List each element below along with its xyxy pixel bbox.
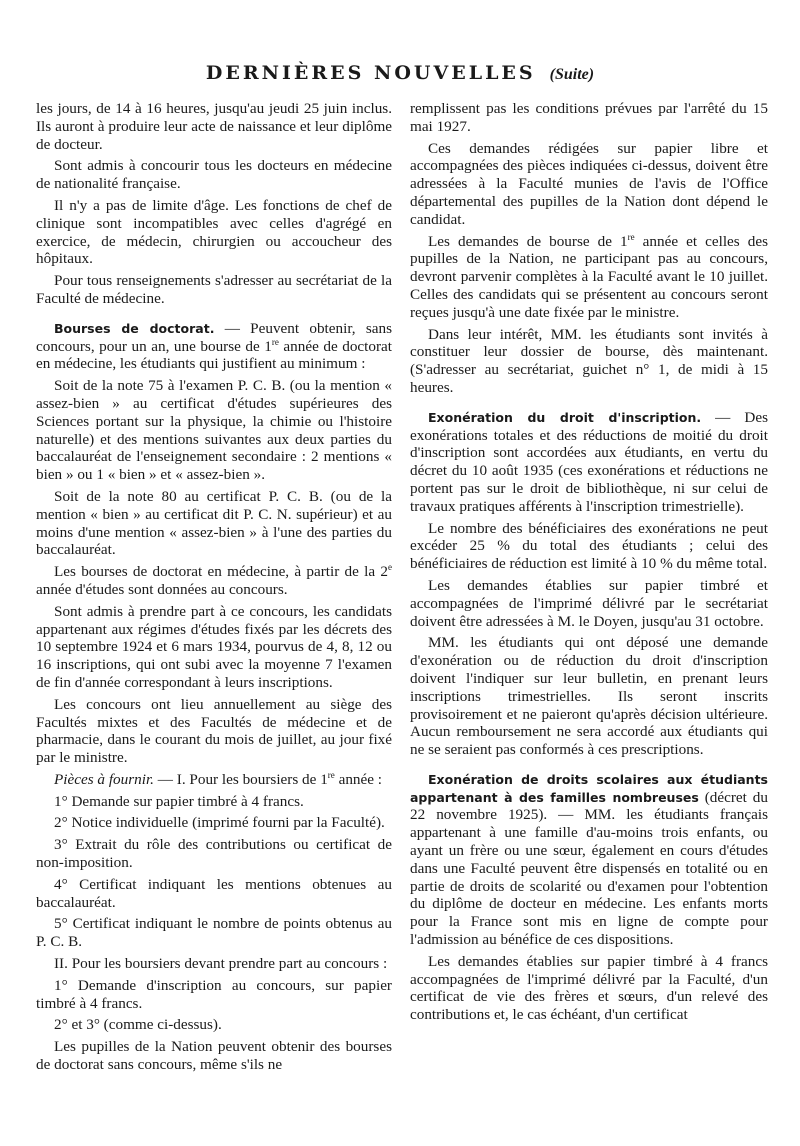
header-title: DERNIÈRES NOUVELLES [205, 62, 536, 84]
paragraph: Pour tous renseignements s'adresser au secrétariat de la Faculté de médecine. [36, 272, 392, 307]
familles-paragraph: Exonération de droits scolaires aux étudiants appartenant à des familles nombreuses (décret du 22 novembre 1925). — MM. les étudiants français appartenant à une famille d'au-moins trois enfants, ou ayant un frère ou une sœur, également en cours d'études dans une Faculté peuvent être dispensés en totalité ou en partie de droits de scolarité ou d'examen pour l'obtention du diplôme de docteur en médecine. Les enfants morts pour la France sont mis en ligne de compte pour l'admission au bénéfice de ces dispositions. [410, 771, 768, 949]
pieces-label: Pièces à fournir. [54, 770, 154, 788]
paragraph: Les demandes établies sur papier timbré et accompagnées de l'imprimé délivré par le secrétariat doivent être adressées à M. le Doyen, jusqu'au 31 octobre. [410, 576, 768, 630]
list-item: 3° Extrait du rôle des contributions ou certificat de non-imposition. [36, 836, 392, 872]
paragraph: MM. les étudiants qui ont déposé une demande d'exonération ou de réduction du droit d'inscription doivent l'indiquer sur leur bulletin, en prenant leurs inscriptions trimestrielles. Ils seront inscrits provisoirement et ne paieront qu'après décision ultérieure. Aucun remboursement ne sera accordé aux étudiants qui ne se seraient pas conformés à ces prescriptions. [410, 634, 768, 759]
paragraph: Les concours ont lieu annuellement au siège des Facultés mixtes et des Facultés de médecine et de pharmacie, dans le courant du mois de juillet, au jour fixé par le ministre. [36, 695, 392, 767]
paragraph: Dans leur intérêt, MM. les étudiants sont invités à constituer leur dossier de bourse, dès maintenant. (S'adresser au secrétariat, guichet n° 1, de midi à 15 heures. [410, 325, 768, 396]
section-heading-exoneration: Exonération du droit d'inscription. [428, 409, 702, 425]
page-header [0, 58, 800, 90]
paragraph: Soit de la note 75 à l'examen P. C. B. (ou la mention « assez-bien » au certificat d'études supérieures des Sciences portant sur la physique, la chimie ou l'histoire naturelle) et des mentions suivantes aux deux parties du baccalauréat de l'enseignement secondaire : 2 mentions « bien » ou 1 « bien » et « assez-bien ». [36, 377, 392, 484]
paragraph: Le nombre des bénéficiaires des exonérations ne peut excéder 25 % du total des étudiants ; celui des bénéficiaires de réduction est limité à 10 % du même total. [410, 519, 768, 573]
right-column [410, 100, 768, 1028]
paragraph: Il n'y a pas de limite d'âge. Les fonctions de chef de clinique sont incompatibles avec celles d'agrégé en exercice, de médecin, chirurgien ou accoucheur des hôpitaux. [36, 196, 392, 268]
list-item: 5° Certificat indiquant le nombre de points obtenus au P. C. B. [36, 915, 392, 951]
list-item: 2° Notice individuelle (imprimé fourni par la Faculté). [54, 814, 385, 832]
left-column [36, 100, 392, 1078]
paragraph: Les demandes établies sur papier timbré à 4 francs accompagnées de l'imprimé délivré par la Faculté, d'un certificat de vie des frères et sœurs, d'un relevé des contributions et, le cas échéant, d'un certificat [410, 952, 768, 1024]
list-item: 4° Certificat indiquant les mentions obtenues au baccalauréat. [36, 875, 392, 911]
paragraph: Les bourses de doctorat en médecine, à partir de la 2e année d'études sont données au concours. [36, 562, 392, 598]
header-subtitle: (Suite) [549, 66, 595, 83]
paragraph: les jours, de 14 à 16 heures, jusqu'au jeudi 25 juin inclus. Ils auront à produire leur acte de naissance et leur diplôme de docteur. [36, 100, 392, 153]
list-item: 2° et 3° (comme ci-dessus). [54, 1016, 222, 1034]
paragraph: Les pupilles de la Nation peuvent obtenir des bourses de doctorat sans concours, même s'ils ne [36, 1038, 392, 1074]
paragraph: Sont admis à prendre part à ce concours, les candidats appartenant aux régimes d'études fixés par les décrets des 10 septembre 1924 et 6 mars 1934, pourvus de 4, 8, 12 ou 16 inscriptions, qui ont subi avec la moyenne 7 l'examen de fin d'année correspondant à leurs inscriptions. [36, 602, 392, 691]
paragraph: Soit de la note 80 au certificat P. C. B. (ou de la mention « bien » au certificat dit P. C. N. supérieur) et au moins d'une mention « assez-bien » à l'une des parties du baccalauréat. [36, 487, 392, 559]
paragraph: Ces demandes rédigées sur papier libre et accompagnées des pièces indiquées ci-dessus, doivent être adressées à la Faculté munies de l'avis de l'Office départemental des pupilles de la Nation dont dépend le candidat. [410, 139, 768, 228]
paragraph: remplissent pas les conditions prévues par l'arrêté du 15 mai 1927. [410, 100, 768, 135]
paragraph: Sont admis à concourir tous les docteurs en médecine de nationalité française. [36, 157, 392, 193]
list-item: 1° Demande sur papier timbré à 4 francs. [54, 792, 304, 810]
section-heading-familles: Exonération de droits scolaires aux étudiants appartenant à des familles nombreuses [410, 771, 768, 805]
bourses-paragraph: Bourses de doctorat. — Peuvent obtenir, sans concours, pour un an, une bourse de 1re année de doctorat en médecine, les étudiants qui justifient au minimum : [36, 319, 393, 373]
list-item: 1° Demande d'inscription au concours, sur papier timbré à 4 francs. [36, 976, 392, 1012]
pieces-paragraph: Pièces à fournir. — I. Pour les boursiers de 1re année : [54, 769, 383, 788]
paragraph: Les demandes de bourse de 1re année et celles des pupilles de la Nation, ne participant pas au concours, devront parvenir complètes à la Faculté avant le 10 juillet. Celles des candidats qui se présentent au concours seront reçues jusqu'à une date fixée par le ministre. [410, 231, 768, 321]
section-heading-bourses: Bourses de doctorat. [54, 320, 215, 336]
exoneration-paragraph: Exonération du droit d'inscription. — Des exonérations totales et des réductions de moitié du droit d'inscription sont accordées aux étudiants, en vertu du décret du 10 août 1935 (ces exonérations et réductions ne portent pas sur le droit de bibliothèque, ni sur celui de travaux pratiques afférents à l'inscription trimestrielle). [410, 408, 768, 515]
paragraph: II. Pour les boursiers devant prendre part au concours : [54, 955, 388, 973]
